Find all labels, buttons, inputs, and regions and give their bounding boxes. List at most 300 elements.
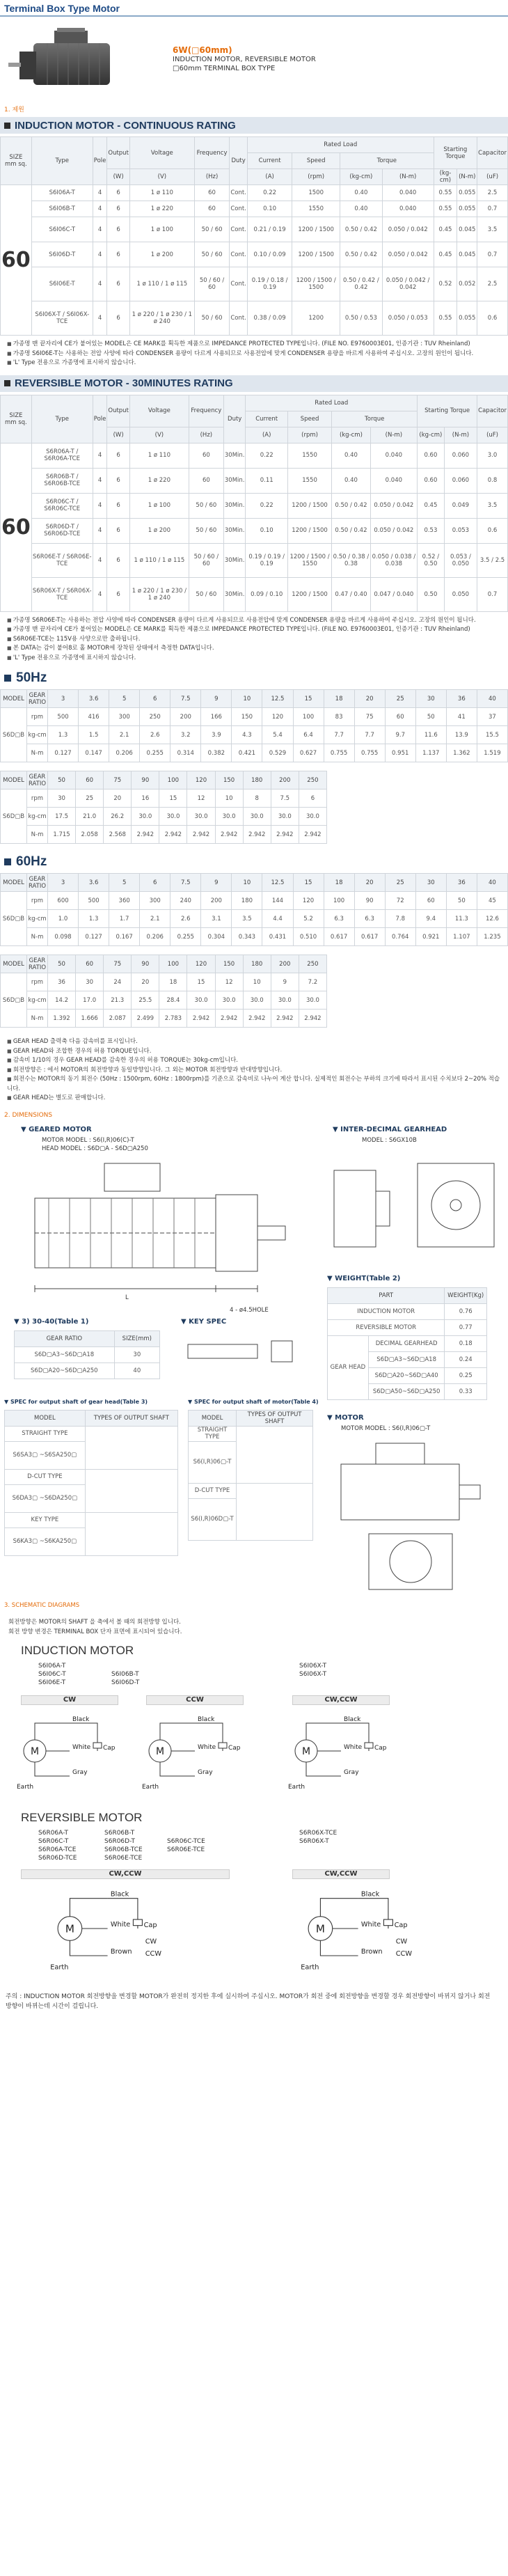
model-item: S6I06B-T (111, 1670, 139, 1678)
gear-cell: 2.499 (132, 1010, 159, 1028)
gear-cell: 12.6 (477, 910, 507, 928)
cw-label: CW (21, 1695, 118, 1705)
hz60-table-1 (0, 873, 508, 946)
gear-cell: 15 (159, 790, 187, 808)
weight-table (327, 1287, 487, 1400)
motor-label: M (156, 1745, 165, 1757)
cell-cap: 0.6 (477, 518, 508, 543)
wire (306, 1723, 341, 1740)
reversible-rows (1, 443, 508, 611)
spec-h: MODEL (5, 1410, 86, 1426)
h-speed: Speed (287, 411, 331, 427)
h-type: Type (31, 137, 93, 185)
cell-cur: 0.10 (247, 201, 292, 217)
schematic-note-2: 회전 방향 변경은 TERMINAL BOX 단자 표면에 표시되어 있습니다. (8, 1628, 182, 1635)
wire (35, 1723, 70, 1740)
cell-pole: 4 (93, 217, 107, 242)
spec-row (1, 201, 508, 217)
rev-cwccw-label-2: CW,CCW (292, 1869, 390, 1879)
cell-out: 6 (107, 267, 130, 301)
wire-label-gray: Gray (72, 1768, 88, 1776)
gear-cell: 5 (109, 874, 140, 892)
square-bullet-icon (4, 123, 10, 129)
cell-volt: 1 ø 110 / 1 ø 115 (129, 267, 194, 301)
cell-nm: 0.047 / 0.040 (370, 577, 417, 611)
model-item: S6I06E-T (38, 1679, 66, 1686)
hz50-title: 50Hz (16, 670, 47, 685)
cap-label: Cap (228, 1744, 241, 1752)
gear-cell: 7.5 (170, 690, 201, 708)
h-capacitor: Capacitor (477, 395, 508, 427)
rpm-row (1, 892, 508, 910)
gear-cell: 7.7 (324, 726, 354, 744)
u-rpm: (rpm) (287, 427, 331, 443)
size-cell: 60 (1, 443, 32, 611)
gear-cell: 0.755 (324, 744, 354, 762)
model-item: S6I06C-T (38, 1670, 66, 1678)
cell-freq: 50 / 60 (194, 301, 230, 336)
spec-cell: S6(I,R)06▢-T (189, 1441, 237, 1483)
geared-motor-drawing (7, 1156, 306, 1310)
gear-cell: 2.942 (187, 1010, 215, 1028)
gear-cell: 3.6 (79, 690, 109, 708)
gear-cell: 0.431 (262, 928, 293, 946)
gear-cell: 0.921 (415, 928, 446, 946)
spec-row (1, 543, 508, 577)
cell-type: S6I06D-T (31, 242, 93, 267)
cell-duty: Cont. (230, 185, 248, 201)
u-a: (A) (247, 169, 292, 185)
cell-type: S6I06X-T / S6I06X-TCE (31, 301, 93, 336)
cell-st2: 0.050 (444, 577, 477, 611)
cell-duty: 30Min. (223, 493, 246, 518)
cell-st1: 0.52 (434, 267, 457, 301)
row-label: GEAR RATIO (27, 690, 48, 708)
cell-out: 6 (107, 185, 130, 201)
rev-list-2 (104, 1829, 143, 1862)
geared-motor-title: ▼ GEARED MOTOR (21, 1125, 92, 1133)
gear-cell: 2.1 (109, 726, 140, 744)
gear-cell: 15 (293, 874, 324, 892)
gear-cell: 30.0 (132, 808, 159, 826)
shaft-cell (85, 1426, 177, 1469)
wiring-diagram-svg (14, 1709, 132, 1793)
cell-st1: 0.60 (418, 443, 445, 468)
cell-pole: 4 (93, 543, 107, 577)
cell-pole: 4 (93, 577, 107, 611)
ind-diagram-2 (139, 1709, 257, 1793)
cell-cap: 0.7 (477, 577, 508, 611)
gear-cell: 150 (215, 771, 243, 790)
weight-cell: 0.24 (445, 1351, 487, 1367)
note: ■ 'L' Type 전용으로 가종명에 표시하지 않습니다. (7, 359, 501, 368)
row-label: GEAR RATIO (27, 771, 48, 790)
cell-cap: 3.5 / 2.5 (477, 543, 508, 577)
h-torque: Torque (340, 153, 434, 169)
spec-row (1, 185, 508, 201)
spec-cell: D-CUT TYPE (189, 1483, 237, 1498)
cell-freq: 50 / 60 / 60 (194, 267, 230, 301)
row-label: N-m (27, 928, 48, 946)
ind-list-1 (38, 1662, 66, 1687)
cell-st2: 0.049 (444, 493, 477, 518)
cell-spd: 1200 / 1500 (287, 493, 331, 518)
motor-label: M (65, 1922, 74, 1935)
note: ■ GEAR HEAD 출력축 다음 감속비를 표시입니다. (7, 1037, 501, 1047)
wire-label-black: Black (72, 1715, 90, 1723)
spec-row (1, 217, 508, 242)
hole-label: 4 - ø4.5HOLE (230, 1306, 269, 1314)
cell-st1: 0.55 (434, 301, 457, 336)
wire (306, 1762, 341, 1776)
gear-cell: 0.764 (385, 928, 415, 946)
u-nm2: (N-m) (457, 169, 477, 185)
gear-cell: 1.715 (48, 826, 76, 844)
hz60-table-2 (0, 955, 327, 1028)
gear-cell: 36 (446, 874, 477, 892)
gear-cell: 1.3 (79, 910, 109, 928)
gear-cell: 120 (262, 708, 293, 726)
gear-cell: 12.5 (262, 874, 293, 892)
gear-cell: 1.5 (79, 726, 109, 744)
gear-cell: 120 (187, 955, 215, 973)
ind-list-3 (299, 1662, 326, 1679)
wire-label-black: Black (198, 1715, 215, 1723)
ratio-table (14, 1330, 160, 1379)
kgcm-row (1, 726, 508, 744)
wire (320, 1898, 358, 1916)
cell-type: S6I06C-T (31, 217, 93, 242)
page-title: Terminal Box Type Motor (0, 0, 508, 17)
gear-cell: 2.6 (170, 910, 201, 928)
cell-freq: 60 (189, 468, 223, 493)
gear-cell: 2.087 (104, 1010, 132, 1028)
weight-cell: S6D▢A50~S6D▢A250 (368, 1383, 445, 1399)
gear-cell: 3 (48, 874, 79, 892)
u-kgcm: (kg-cm) (340, 169, 383, 185)
gear-cell: 9 (271, 973, 299, 991)
cell-volt: 1 ø 110 (129, 443, 189, 468)
model-item: S6R06B-T (104, 1829, 135, 1837)
earth-label: Earth (17, 1783, 34, 1791)
motor-label: M (302, 1745, 311, 1757)
cell-cur: 0.11 (246, 468, 287, 493)
cell-spd: 1200 (292, 301, 340, 336)
h-mm: mm sq. (4, 161, 27, 168)
gear-cell: 150 (215, 955, 243, 973)
row-label: N-m (27, 1010, 48, 1028)
weight-title: ▼ WEIGHT(Table 2) (327, 1274, 401, 1282)
gear-cell: 60 (385, 708, 415, 726)
row-label: kg-cm (27, 726, 48, 744)
model-item: S6R06C-TCE (167, 1837, 205, 1845)
cell-st2: 0.052 (457, 267, 477, 301)
spec1-table (4, 1410, 178, 1556)
cell-cap: 0.6 (477, 301, 508, 336)
gear-cell: 30.0 (215, 808, 243, 826)
row-label: kg-cm (27, 808, 48, 826)
model-h: MODEL (1, 955, 27, 973)
motor-model-text: MOTOR MODEL : S6(I,R)06(C)-T (42, 1136, 134, 1144)
cell-duty: 30Min. (223, 443, 246, 468)
cell-kgcm: 0.40 (332, 443, 370, 468)
cell-freq: 60 (189, 443, 223, 468)
cell-freq: 50 / 60 (189, 518, 223, 543)
row-label: N-m (27, 744, 48, 762)
model-item: S6R06A-TCE (38, 1846, 77, 1853)
schematic-footnote: 주의 : INDUCTION MOTOR 회전방향을 변경할 MOTOR가 완전히 정지한 후에 실시하여 주십시오. MOTOR가 회전 중에 회전방향을 변경할 경우 회전방향이 바뀌지 않거나 회전방향이 바뀌는데 시간이 걸립니다. (6, 1993, 491, 2010)
capacitor-symbol (93, 1743, 102, 1748)
cell-out: 6 (107, 493, 130, 518)
section-label-dimensions: 2. DIMENSIONS (4, 1111, 53, 1119)
h-rated-load: Rated Load (247, 137, 434, 153)
hero-text (173, 46, 316, 73)
spec-cell: D-CUT TYPE (5, 1469, 86, 1484)
row-label: GEAR RATIO (27, 874, 48, 892)
gear-cell: 10 (215, 790, 243, 808)
cell-cur: 0.09 / 0.10 (246, 577, 287, 611)
cell-nm: 0.040 (370, 443, 417, 468)
gear-cell: 50 (48, 955, 76, 973)
gear-cell: 1.235 (477, 928, 507, 946)
cell-duty: Cont. (230, 242, 248, 267)
cell-pole: 4 (93, 201, 107, 217)
model-name: S6D▢B (1, 892, 27, 946)
cell-type: S6R06A-T / S6R06A-TCE (31, 443, 93, 468)
hz50-table-2 (0, 771, 327, 844)
cell-volt: 1 ø 110 / 1 ø 115 (129, 543, 189, 577)
cw-label: CW (395, 1938, 408, 1946)
cell-cap: 0.8 (477, 468, 508, 493)
gear-cell: 15 (187, 973, 215, 991)
u-hz: (Hz) (194, 169, 230, 185)
u-v: (V) (129, 169, 194, 185)
note: ■ 가종명 맨 끝자리에 CE가 붙어있는 MODEL은 CE MARK를 획득한 제품으로 IMPEDANCE PROTECTED TYPE입니다. (FILE NO. E9760003E01, 인증기관 : TUV Rheinland) (7, 625, 501, 635)
gear-cell: 3.6 (79, 874, 109, 892)
model-h: MODEL (1, 874, 27, 892)
gear-cell: 2.942 (243, 1010, 271, 1028)
weight-cell: 0.25 (445, 1367, 487, 1383)
gear-cell: 12.5 (262, 690, 293, 708)
inter-gearhead-drawing (327, 1149, 501, 1268)
gear-cell: 6 (299, 790, 326, 808)
cell-duty: Cont. (230, 267, 248, 301)
gear-cell: 14.2 (48, 991, 76, 1010)
rpm-row (1, 973, 327, 991)
gear-cell: 16 (132, 790, 159, 808)
gear-cell: 60 (76, 771, 104, 790)
cell-kgcm: 0.50 / 0.42 (340, 242, 383, 267)
gear-cell: 200 (271, 771, 299, 790)
h-voltage: Voltage (129, 137, 194, 169)
cell-st1: 0.45 (434, 217, 457, 242)
model-name: S6D▢B (1, 973, 27, 1028)
schematic-area (0, 1602, 508, 2055)
cell-kgcm: 0.50 / 0.42 (340, 217, 383, 242)
gear-cell: 75 (104, 955, 132, 973)
u-uf: (uF) (477, 427, 508, 443)
ind-list-2 (111, 1670, 139, 1687)
h-output: Output (107, 395, 130, 427)
cell-pole: 4 (93, 493, 107, 518)
gear-cell: 83 (324, 708, 354, 726)
gear-cell: 2.568 (104, 826, 132, 844)
gear-cell: 30.0 (243, 991, 271, 1010)
cell-volt: 1 ø 220 (129, 201, 194, 217)
gear-cell: 0.951 (385, 744, 415, 762)
wire-label-white: White (110, 1920, 131, 1929)
cell-duty: 30Min. (223, 543, 246, 577)
cell-st2: 0.060 (444, 468, 477, 493)
gear-cell: 500 (79, 892, 109, 910)
note: ■ 회전수는 MOTOR의 동기 회전수 (50Hz : 1500rpm, 60Hz : 1800rpm)를 기준으로 감속비로 나누어 계산 합니다. 실제적인 회전수는 부하의 크기에 따라서 표시된 수치보다 2~20% 적습니다. (7, 1075, 501, 1094)
gear-cell: 250 (299, 771, 326, 790)
gear-cell: 1.392 (48, 1010, 76, 1028)
h-size: SIZE (9, 411, 23, 419)
gear-cell: 20 (354, 690, 385, 708)
h-torque: Torque (332, 411, 418, 427)
weight-cell: 0.77 (445, 1319, 487, 1335)
cell-freq: 50 / 60 / 60 (189, 543, 223, 577)
gear-cell: 0.255 (170, 928, 201, 946)
spec-row (1, 301, 508, 336)
gear-cell: 0.206 (140, 928, 170, 946)
head-model-text: HEAD MODEL : S6D▢A - S6D▢A250 (42, 1145, 148, 1152)
gear-cell: 0.314 (170, 744, 201, 762)
gear-cell: 0.617 (354, 928, 385, 946)
gear-cell: 40 (477, 690, 507, 708)
gear-cell: 2.942 (215, 1010, 243, 1028)
cell-cap: 0.7 (477, 242, 508, 267)
wire-label-white: White (344, 1743, 363, 1751)
hz50-heading (0, 667, 508, 689)
model-item: S6I06D-T (111, 1679, 140, 1686)
gear-cell: 90 (354, 892, 385, 910)
gear-cell: 25.5 (132, 991, 159, 1010)
ratio-cell: S6D▢A20~S6D▢A250 (15, 1362, 115, 1379)
cell-cap: 3.0 (477, 443, 508, 468)
gear-cell: 17.5 (48, 808, 76, 826)
cell-nm: 0.050 / 0.053 (382, 301, 434, 336)
ratio-cell: S6D▢A3~S6D▢A18 (15, 1346, 115, 1362)
gear-cell: 1.362 (446, 744, 477, 762)
ind-diagram-3 (285, 1709, 404, 1793)
gear-cell: 5.4 (262, 726, 293, 744)
row-label: rpm (27, 790, 48, 808)
nm-row (1, 744, 508, 762)
rev-cwccw-label: CW,CCW (21, 1869, 230, 1879)
nm-row (1, 928, 508, 946)
capacitor-symbol (383, 1919, 392, 1926)
gear-cell: 30.0 (299, 808, 326, 826)
gear-cell: 37 (477, 708, 507, 726)
cell-spd: 1550 (287, 468, 331, 493)
gear-cell: 12 (187, 790, 215, 808)
cell-out: 6 (107, 518, 130, 543)
gear-cell: 10 (243, 973, 271, 991)
gear-cell: 2.942 (132, 826, 159, 844)
kgcm-row (1, 910, 508, 928)
weight-h-part: PART (328, 1287, 445, 1303)
cell-st1: 0.60 (418, 468, 445, 493)
wire-label-gray: Brown (360, 1947, 383, 1956)
motor-title: ▼ MOTOR (327, 1413, 364, 1422)
cell-kgcm: 0.50 / 0.42 / 0.42 (340, 267, 383, 301)
reversible-heading (0, 375, 508, 392)
row-label: rpm (27, 892, 48, 910)
ratio-row (1, 955, 327, 973)
nm-row (1, 826, 327, 844)
shaft-cell (85, 1512, 177, 1555)
model-h: MODEL (1, 771, 27, 790)
gear-cell: 180 (243, 955, 271, 973)
row-label: N-m (27, 826, 48, 844)
cell-spd: 1200 / 1500 (287, 518, 331, 543)
gear-cell: 11.3 (446, 910, 477, 928)
model-item: S6R06C-T (38, 1837, 69, 1845)
cell-cur: 0.22 (247, 185, 292, 201)
gear-cell: 0.206 (109, 744, 140, 762)
cell-nm: 0.040 (382, 201, 434, 217)
gear-cell: 2.942 (271, 826, 299, 844)
model-h: MODEL (1, 690, 27, 708)
gear-cell: 2.6 (140, 726, 170, 744)
gear-cell: 3.2 (170, 726, 201, 744)
capacitor-symbol (365, 1743, 373, 1748)
induction-rows (1, 185, 508, 336)
gear-cell: 1.107 (446, 928, 477, 946)
wire-label-white: White (360, 1920, 381, 1929)
gear-cell: 300 (140, 892, 170, 910)
cell-kgcm: 0.50 / 0.38 / 0.38 (332, 543, 370, 577)
wiring-diagram-svg (139, 1709, 257, 1793)
induction-notes (0, 336, 508, 372)
gear-cell: 25 (76, 790, 104, 808)
cell-duty: 30Min. (223, 577, 246, 611)
gear-cell: 30.0 (159, 808, 187, 826)
inter-model-text: MODEL : S6GX10B (362, 1136, 417, 1144)
cwccw-label: CW,CCW (292, 1695, 390, 1705)
spec-h: MODEL (189, 1410, 237, 1426)
reversible-title: REVERSIBLE MOTOR - 30MINUTES RATING (15, 377, 233, 389)
cell-kgcm: 0.40 (340, 201, 383, 217)
weight-cell: DECIMAL GEARHEAD (368, 1335, 445, 1351)
hero-line2: □60mm TERMINAL BOX TYPE (173, 65, 276, 72)
h-mm: mm sq. (4, 418, 27, 426)
gear-cell: 2.942 (243, 826, 271, 844)
cell-cur: 0.22 (246, 493, 287, 518)
ratio-h: GEAR RATIO (15, 1330, 115, 1346)
model-item: S6R06E-TCE (167, 1846, 205, 1853)
cell-volt: 1 ø 200 (129, 242, 194, 267)
cell-spd: 1200 / 1500 (287, 577, 331, 611)
gear-cell: 7.8 (385, 910, 415, 928)
cw-label: CW (145, 1938, 157, 1946)
gear-cell: 0.421 (232, 744, 262, 762)
key-spec-title: ▼ KEY SPEC (181, 1317, 227, 1326)
cell-kgcm: 0.50 / 0.42 (332, 518, 370, 543)
gear-cell: 200 (271, 955, 299, 973)
cell-st2: 0.055 (457, 301, 477, 336)
hero-line1: INDUCTION MOTOR, REVERSIBLE MOTOR (173, 56, 316, 63)
gear-cell: 30 (415, 874, 446, 892)
gear-cell: 1.3 (48, 726, 79, 744)
wire-label-black: Black (344, 1715, 361, 1723)
gear-cell: 30.0 (187, 991, 215, 1010)
rpm-row (1, 708, 508, 726)
cell-pole: 4 (93, 267, 107, 301)
gear-cell: 9.4 (415, 910, 446, 928)
